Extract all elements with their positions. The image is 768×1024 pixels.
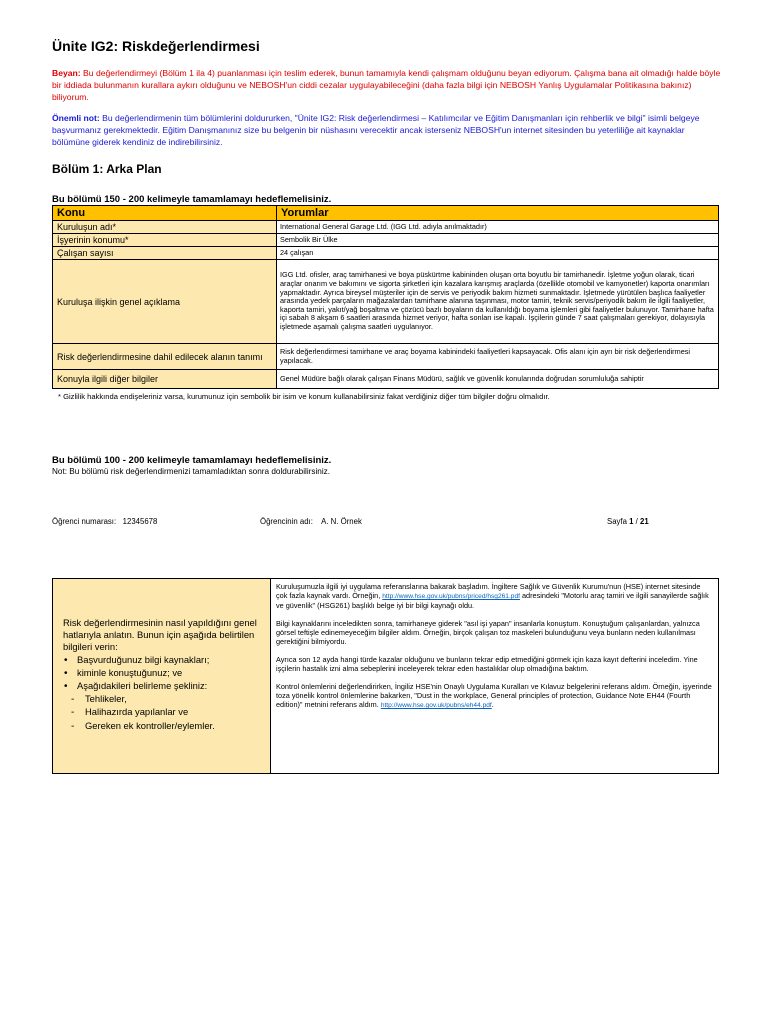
method-bullet-list xyxy=(77,654,264,694)
row-value[interactable]: Sembolik Bir Ülke xyxy=(277,234,719,247)
table-row xyxy=(53,260,719,344)
answer-paragraph xyxy=(276,682,713,710)
list-item: • kiminle konuştuğunuz; ve xyxy=(77,667,264,680)
student-name xyxy=(260,517,362,526)
row-value[interactable]: Risk değerlendirmesi tamirhane ve araç boyama kabinindeki faaliyetleri kapsayacak. Ofis alanı için ayrı bir risk değerlendirmesi yapılacak. xyxy=(277,344,719,370)
eh44-link[interactable]: http://www.hse.gov.uk/pubns/eh44.pdf xyxy=(380,702,492,709)
answer-text: Kuruluşumuzla ilgili iyi uygulama referanslarına bakarak başladım. İngiltere Sağlık ve Güvenlik Kurumu'nun (HSE) internet sitesinde çok fazla kaynak vardı. Örneğin, xyxy=(276,582,701,600)
section1-heading: Bölüm 1: Arka Plan xyxy=(52,162,162,176)
student-number-label: Öğrenci numarası: xyxy=(52,517,117,526)
student-number-value: 12345678 xyxy=(122,517,158,526)
method-question xyxy=(53,579,271,774)
page-total: 21 xyxy=(639,517,649,526)
row-label: Risk değerlendirmesine dahil edilecek alanın tanımı xyxy=(53,344,277,370)
student-name-label: Öğrencinin adı: xyxy=(260,517,313,526)
row-value[interactable]: IGG Ltd. ofisler, araç tamirhanesi ve boya püskürtme kabininden oluşan orta boyutlu bir tamirhanedir. İşletme yoğun olarak, ticari araçlar onarım ve bakımını ve sigorta şirketleri için kazalara karışmış araçlarda (özellikle otomobil ve kamyonetler) kaporta onarımları yapmaktadır. Ayrıca bireysel müşteriler için de servis ve periyodik bakım hizmeti sunmaktadır. İşletmede yürütülen başlıca faaliyetler arasında yedek parçaların mağazalardan tamirhane alanına taşınması, motor tamiri, teknik servis/periyodik bakım ile ilgili faaliyetler, kaporta tamiri, yakıt/yağ boşaltma ve çözücü bazlı boyaların da kullanıldığı boyama işlemleri gibi faaliyetler bulunuyor. Tamirhane hafta içi sabah 8 akşam 6 saatleri arasında hizmet veriyor, hafta sonları ise kapalı. İşçilerin günde 7 saat çalışmaları gerekiyor, dolayısıyla işletmede aşamalı çalışma saatleri uygulanıyor. xyxy=(277,260,719,344)
method-question-intro: Risk değerlendirmesinin nasıl yapıldığını genel hatlarıyla anlatın. Bunun için aşağıda belirtilen bilgileri verin: xyxy=(63,617,257,653)
list-item: - Halihazırda yapılanlar ve xyxy=(85,706,264,719)
row-label: Kuruluşun adı* xyxy=(53,221,277,234)
answer-paragraph: Bilgi kaynaklarını inceledikten sonra, tamirhaneye giderek "asıl işi yapan" insanlarla konuştum. Konuştuğum çalışanlardan, yalnızca görsel teftişle edinemeyeceğim bilgiler aldım. Örneğin, birçok çalışan toz maskeleri bulunduğunu veya bunların neden kullanılması gerektiğini bilmiyordu. xyxy=(276,619,700,646)
table-row xyxy=(53,221,719,234)
answer-paragraph: Ayrıca son 12 ayda hangi türde kazalar olduğunu ve bunların tekrar edip etmediğini görmek için kaza kayıt defterini inceledim. Yine işçilerin hastalık izni alma sebeplerini inceleyerek tekrar eden hastalıklar olup olmadığına baktım. xyxy=(276,655,698,673)
page-separator: / xyxy=(635,517,638,526)
table-header-row xyxy=(53,206,719,221)
confidentiality-footnote: * Gizlilik hakkında endişeleriniz varsa, kurumunuz için sembolik bir isim ve konum kullanabilirsiniz fakat verdiğiniz diğer tüm bilgiler doğru olmalıdır. xyxy=(58,392,550,401)
table-row xyxy=(53,370,719,389)
student-name-value: A. N. Örnek xyxy=(321,517,362,526)
row-label: Konuyla ilgili diğer bilgiler xyxy=(53,370,277,389)
table-row xyxy=(53,234,719,247)
important-note-text: Bu değerlendirmenin tüm bölümlerini doldururken, "Ünite IG2: Risk değerlendirmesi – Katılımcılar ve Eğitim Danışmanları için rehberlik ve bilgi" isimli belgeye başvurmanız gerekmektedir. Eğitim Danışmanınız size bu belgenin bir nüshasını verecektir ancak isterseniz NEBOSH'un internet sitesinden bu yeterliliğe ait kaynaklar bölümüne giderek kendiniz de indirebilirsiniz. xyxy=(52,113,700,147)
page-number xyxy=(607,517,649,526)
method-answer[interactable] xyxy=(271,579,719,774)
background-table xyxy=(52,205,719,389)
declaration-lead: Beyan: xyxy=(52,68,81,78)
row-label: İşyerinin konumu* xyxy=(53,234,277,247)
page-current: 1 xyxy=(629,517,634,526)
page-label: Sayfa xyxy=(607,517,627,526)
answer-text: adresindeki "Motorlu araç tamiri ve ilgili sanayilerde sağlık ve güvenlik" (HSG261) başlıklı belge iyi bir bilgi kaynağı oldu. xyxy=(276,591,709,610)
section2-note: Not: Bu bölümü risk değerlendirmenizi tamamladıktan sonra doldurabilirsiniz. xyxy=(52,467,331,476)
declaration-text: Bu değerlendirmeyi (Bölüm 1 ila 4) puanlanması için teslim ederek, bunun tamamıyla kendi çalışmam olduğunu beyan ediyorum. Çalışma bana ait olmadığı halde böyle bir iddiada bulunmanın kurallara aykırı olduğunu ve NEBOSH'un ciddi cezalar uygulayabileceğini (daha fazla bilgi için NEBOSH Yanlış Uygulamalar Politikasına bakınız) biliyorum. xyxy=(52,68,721,102)
section2-word-target: Bu bölümü 100 - 200 kelimeyle tamamlamayı hedeflemelisiniz. xyxy=(52,455,332,466)
answer-text: Kontrol önlemlerini değerlendirirken, İngiliz HSE'nin Onaylı Uygulama Kuralları ve Kılavuz belgelerini referans aldım. Örneğin, işyerinde toza yönelik kontrol önlemlerine bakarken, "Dust in the workplace, General principles of protection, Guidance Note EH44 (Fourth edition)" metnini referans aldım. xyxy=(276,682,712,709)
student-number xyxy=(52,517,157,526)
answer-text: . xyxy=(491,700,494,709)
document-title: Ünite IG2: Riskdeğerlendirmesi xyxy=(52,38,260,54)
hsg261-link[interactable]: http://www.hse.gov.uk/pubns/priced/hsg261.pdf xyxy=(382,593,520,600)
list-item: - Gereken ek kontroller/eylemler. xyxy=(85,720,264,733)
row-label: Çalışan sayısı xyxy=(53,247,277,260)
important-note-lead: Önemli not: xyxy=(52,113,100,123)
answer-paragraph xyxy=(276,582,713,610)
table-row xyxy=(53,344,719,370)
list-item: • Aşağıdakileri belirleme şekliniz: xyxy=(77,680,264,693)
important-note xyxy=(52,112,724,148)
method-table xyxy=(52,578,719,774)
column-header-topic: Konu xyxy=(53,206,277,221)
row-value[interactable]: International General Garage Ltd. (IGG Ltd. adıyla anılmaktadır) xyxy=(277,221,719,234)
section1-word-target: Bu bölümü 150 - 200 kelimeyle tamamlamayı hedeflemelisiniz. xyxy=(52,194,332,205)
row-value[interactable]: Genel Müdüre bağlı olarak çalışan Finans Müdürü, sağlık ve güvenlik konularında doğrudan sorumluluğa sahiptir xyxy=(277,370,719,389)
table-row xyxy=(53,247,719,260)
column-header-comments: Yorumlar xyxy=(277,206,719,221)
row-label: Kuruluşa ilişkin genel açıklama xyxy=(53,260,277,344)
list-item: • Başvurduğunuz bilgi kaynakları; xyxy=(77,654,264,667)
row-value[interactable]: 24 çalışan xyxy=(277,247,719,260)
declaration xyxy=(52,67,724,103)
method-dash-list xyxy=(85,693,264,733)
list-item: - Tehlikeler, xyxy=(85,693,264,706)
table-row xyxy=(53,579,719,774)
